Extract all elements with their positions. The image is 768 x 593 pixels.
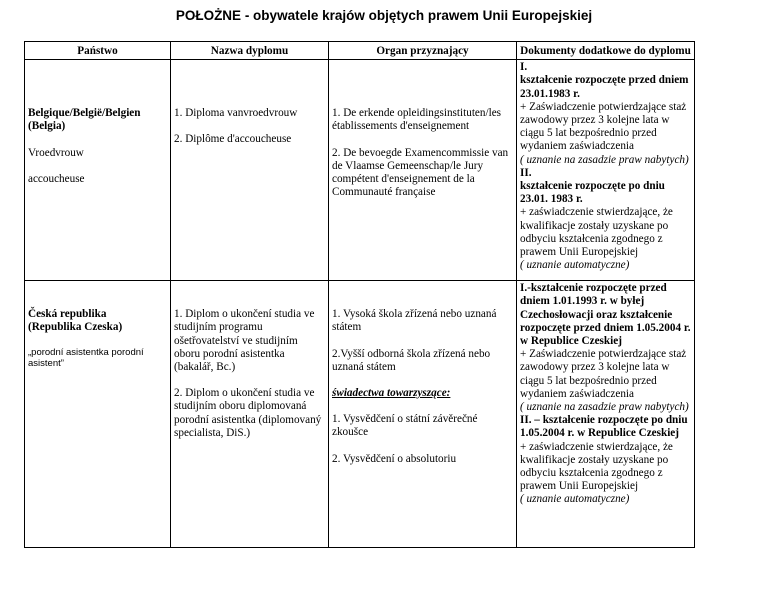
authority-cell — [329, 281, 517, 548]
diploma-item: 1. Diplom o ukončení studia ve studijním programu ošetřovatelství ve studijním oboru porodní asistentka (bakalář, Bc.) — [174, 308, 315, 374]
requirement-text: + zaświadczenie stwierdzające, że kwalifikacje zostały uzyskane po odbyciu kształcenia zgodnego z prawem Unii Europejskiej — [520, 206, 673, 259]
header-documents: Dokumenty dodatkowe do dyplomu — [517, 42, 695, 60]
diploma-item: 1. Diploma vanvroedvrouw — [174, 107, 298, 120]
header-authority: Organ przyznający — [329, 42, 517, 60]
recognition-note: ( uznanie automatyczne) — [520, 493, 630, 506]
table-row-czech — [25, 281, 695, 548]
table-row-belgium — [25, 60, 695, 281]
authority-item: 1. Vysvědčení o státní závěrečné zkoušce — [332, 413, 478, 439]
requirement-text: + zaświadczenie stwierdzające, że kwalifikacje zostały uzyskane po odbyciu kształcenia zgodnego z prawem Unii Europejskiej — [520, 440, 673, 493]
country-cell — [25, 60, 171, 281]
recognition-note: ( uznanie na zasadzie praw nabytych) — [520, 153, 689, 166]
recognition-note: ( uznanie na zasadzie praw nabytych) — [520, 401, 689, 414]
country-name: Česká republika — [28, 308, 107, 321]
country-name-pl: (Belgia) — [28, 120, 66, 133]
page-title: POŁOŻNE - obywatele krajów objętych prawem Unii Europejskiej — [175, 8, 593, 23]
recognition-note: ( uznanie automatyczne) — [520, 259, 630, 272]
midwives-table — [24, 41, 695, 548]
diploma-item: 2. Diplom o ukončení studia ve studijním oboru diplomovaná porodní asistentka (diplomovaný specialista, DiS.) — [174, 387, 322, 439]
professional-title: Vroedvrouw — [28, 146, 84, 159]
country-name-pl: (Republika Czeska) — [28, 321, 123, 334]
accompanying-certificates-heading: świadectwa towarzyszące: — [332, 387, 451, 400]
professional-title: „porodní asistentka porodní asistent” — [28, 346, 144, 369]
professional-title: accoucheuse — [28, 172, 85, 185]
country-cell — [25, 281, 171, 548]
diploma-item: 2. Diplôme d'accoucheuse — [174, 133, 292, 146]
authority-item: 1. De erkende opleidingsinstituten/les établissements d'enseignement — [332, 107, 502, 133]
requirement-text: + Zaświadczenie potwierdzające staż zawodowy przez 3 kolejne lata w ciągu 5 lat bezpośrednio przed wydaniem zaświadczenia — [520, 348, 687, 400]
authority-item: 2. Vysvědčení o absolutoriu — [332, 452, 457, 465]
header-row — [25, 42, 695, 60]
documents-cell — [517, 60, 695, 281]
section-number: I. — [520, 61, 528, 74]
authority-item: 2.Vyšší odborná škola zřízená nebo uznaná státem — [332, 347, 491, 373]
condition-text: kształcenie rozpoczęte po dniu 23.01. 1983 r. — [520, 180, 665, 206]
header-diploma: Nazwa dyplomu — [171, 42, 329, 60]
requirement-text: + Zaświadczenie potwierdzające staż zawodowy przez 3 kolejne lata w ciągu 5 lat bezpośrednio przed wydaniem zaświadczenia — [520, 100, 687, 153]
authority-cell — [329, 60, 517, 281]
condition-text: I.-kształcenie rozpoczęte przed dniem 1.01.1993 r. w byłej Czechosłowacji oraz kształcenie rozpoczęte przed dniem 1.05.2004 r. w Republice Czeskiej — [520, 282, 691, 348]
authority-item: 2. De bevoegde Examencommissie van de Vlaamse Gemeenschap/le Jury compétent d'enseignement de la Communauté française — [332, 146, 509, 199]
condition-text: kształcenie rozpoczęte przed dniem 23.01.1983 r. — [520, 74, 689, 100]
condition-text: II. – kształcenie rozpoczęte po dniu 1.05.2004 r. w Republice Czeskiej — [520, 414, 688, 440]
country-name: Belgique/België/Belgien — [28, 107, 141, 120]
authority-item: 1. Vysoká škola zřízená nebo uznaná státem — [332, 308, 497, 334]
diploma-cell — [171, 281, 329, 548]
section-number: II. — [520, 166, 532, 179]
header-country: Państwo — [25, 42, 171, 60]
documents-cell — [517, 281, 695, 548]
diploma-cell — [171, 60, 329, 281]
